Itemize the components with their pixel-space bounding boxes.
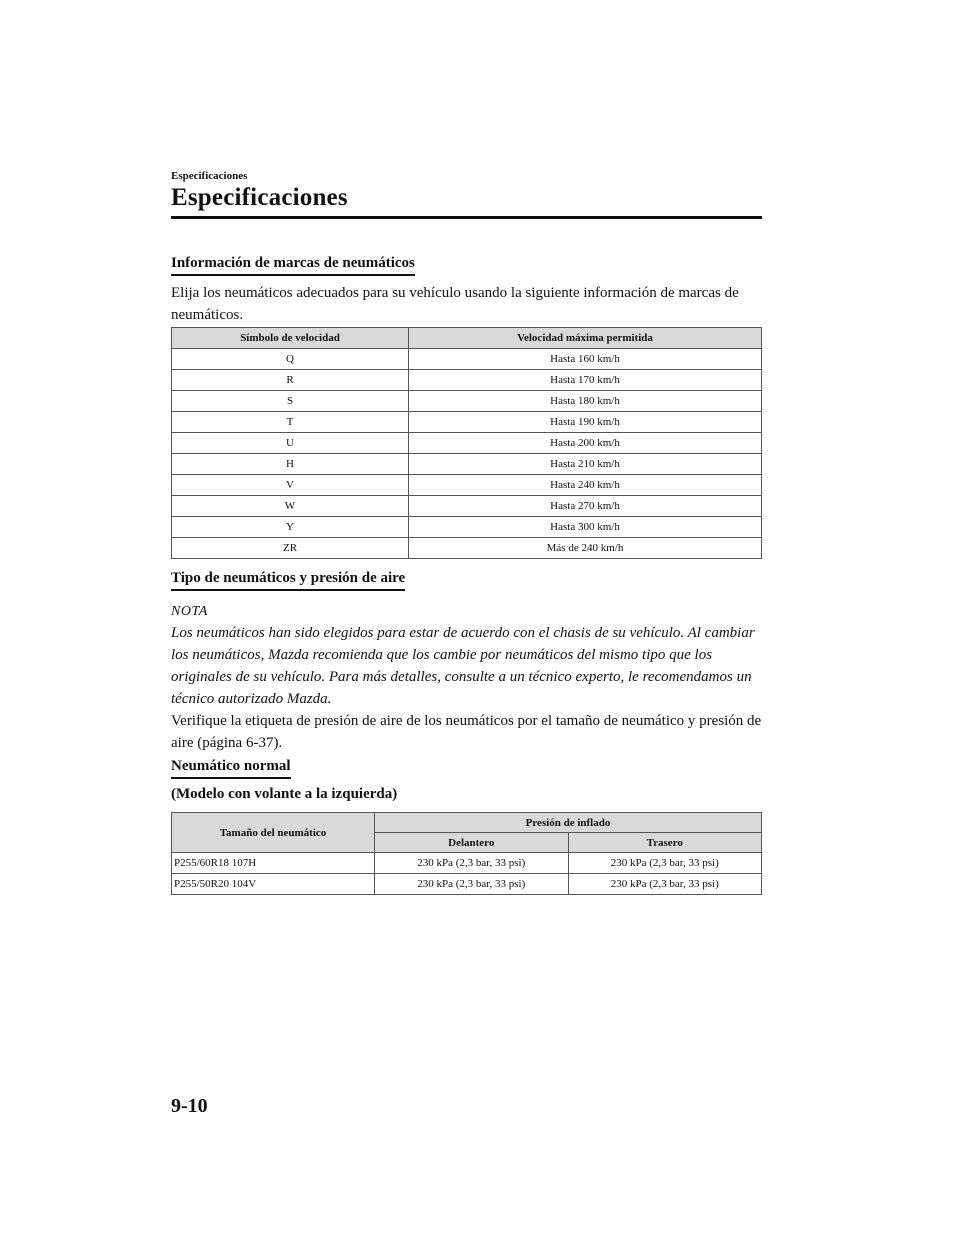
section-heading-tire-markings: Información de marcas de neumáticos [171, 254, 415, 276]
title-divider [171, 216, 762, 219]
table-row [172, 853, 762, 874]
column-header-size: Tamaño del neumático [172, 813, 375, 853]
table-row [172, 412, 762, 433]
speed-symbol: U [172, 433, 409, 454]
table-header-row [172, 813, 762, 833]
speed-symbol: S [172, 391, 409, 412]
column-header-symbol: Símbolo de velocidad [172, 328, 409, 349]
note-label: NOTA [171, 604, 208, 619]
table-row [172, 454, 762, 475]
column-header-front: Delantero [375, 833, 569, 853]
speed-symbol: H [172, 454, 409, 475]
table-row [172, 538, 762, 559]
speed-symbol-table [171, 327, 762, 559]
rear-pressure: 230 kPa (2,3 bar, 33 psi) [568, 874, 762, 895]
column-header-speed: Velocidad máxima permitida [409, 328, 762, 349]
table-row [172, 349, 762, 370]
intro-paragraph: Elija los neumáticos adecuados para su vehículo usando la siguiente información de marcas de neumáticos. [171, 285, 739, 323]
max-speed: Hasta 300 km/h [409, 517, 762, 538]
max-speed: Hasta 240 km/h [409, 475, 762, 496]
table-row [172, 370, 762, 391]
max-speed: Más de 240 km/h [409, 538, 762, 559]
pressure-label-paragraph: Verifique la etiqueta de presión de aire de los neumáticos por el tamaño de neumático y presión de aire (página 6-37). [171, 713, 762, 751]
section-heading-tire-type: Tipo de neumáticos y presión de aire [171, 569, 405, 591]
front-pressure: 230 kPa (2,3 bar, 33 psi) [375, 874, 569, 895]
table-row [172, 496, 762, 517]
speed-symbol: W [172, 496, 409, 517]
page-title: Especificaciones [171, 184, 348, 211]
table-row [172, 433, 762, 454]
tire-pressure-table [171, 812, 762, 895]
rear-pressure: 230 kPa (2,3 bar, 33 psi) [568, 853, 762, 874]
front-pressure: 230 kPa (2,3 bar, 33 psi) [375, 853, 569, 874]
speed-symbol: V [172, 475, 409, 496]
speed-symbol: Y [172, 517, 409, 538]
section-heading-normal-tire: Neumático normal [171, 757, 291, 779]
note-text: Los neumáticos han sido elegidos para estar de acuerdo con el chasis de su vehículo. Al cambiar los neumáticos, Mazda recomienda que los cambie por neumáticos del mismo tipo que los originales de su vehículo. Para más detalles, consulte a un técnico experto, le recomendamos un técnico autorizado Mazda. [171, 625, 755, 707]
tire-size: P255/60R18 107H [172, 853, 375, 874]
table-row [172, 874, 762, 895]
table-row [172, 391, 762, 412]
max-speed: Hasta 160 km/h [409, 349, 762, 370]
table-row [172, 517, 762, 538]
speed-symbol: ZR [172, 538, 409, 559]
max-speed: Hasta 210 km/h [409, 454, 762, 475]
speed-symbol: T [172, 412, 409, 433]
table-row [172, 475, 762, 496]
max-speed: Hasta 200 km/h [409, 433, 762, 454]
tire-size: P255/50R20 104V [172, 874, 375, 895]
speed-symbol: Q [172, 349, 409, 370]
table-header-row [172, 328, 762, 349]
page-number: 9-10 [171, 1095, 208, 1117]
running-head: Especificaciones [171, 170, 248, 182]
max-speed: Hasta 180 km/h [409, 391, 762, 412]
column-header-pressure: Presión de inflado [375, 813, 762, 833]
max-speed: Hasta 270 km/h [409, 496, 762, 517]
column-header-rear: Trasero [568, 833, 762, 853]
max-speed: Hasta 190 km/h [409, 412, 762, 433]
max-speed: Hasta 170 km/h [409, 370, 762, 391]
model-subheading: (Modelo con volante a la izquierda) [171, 786, 398, 802]
speed-symbol: R [172, 370, 409, 391]
